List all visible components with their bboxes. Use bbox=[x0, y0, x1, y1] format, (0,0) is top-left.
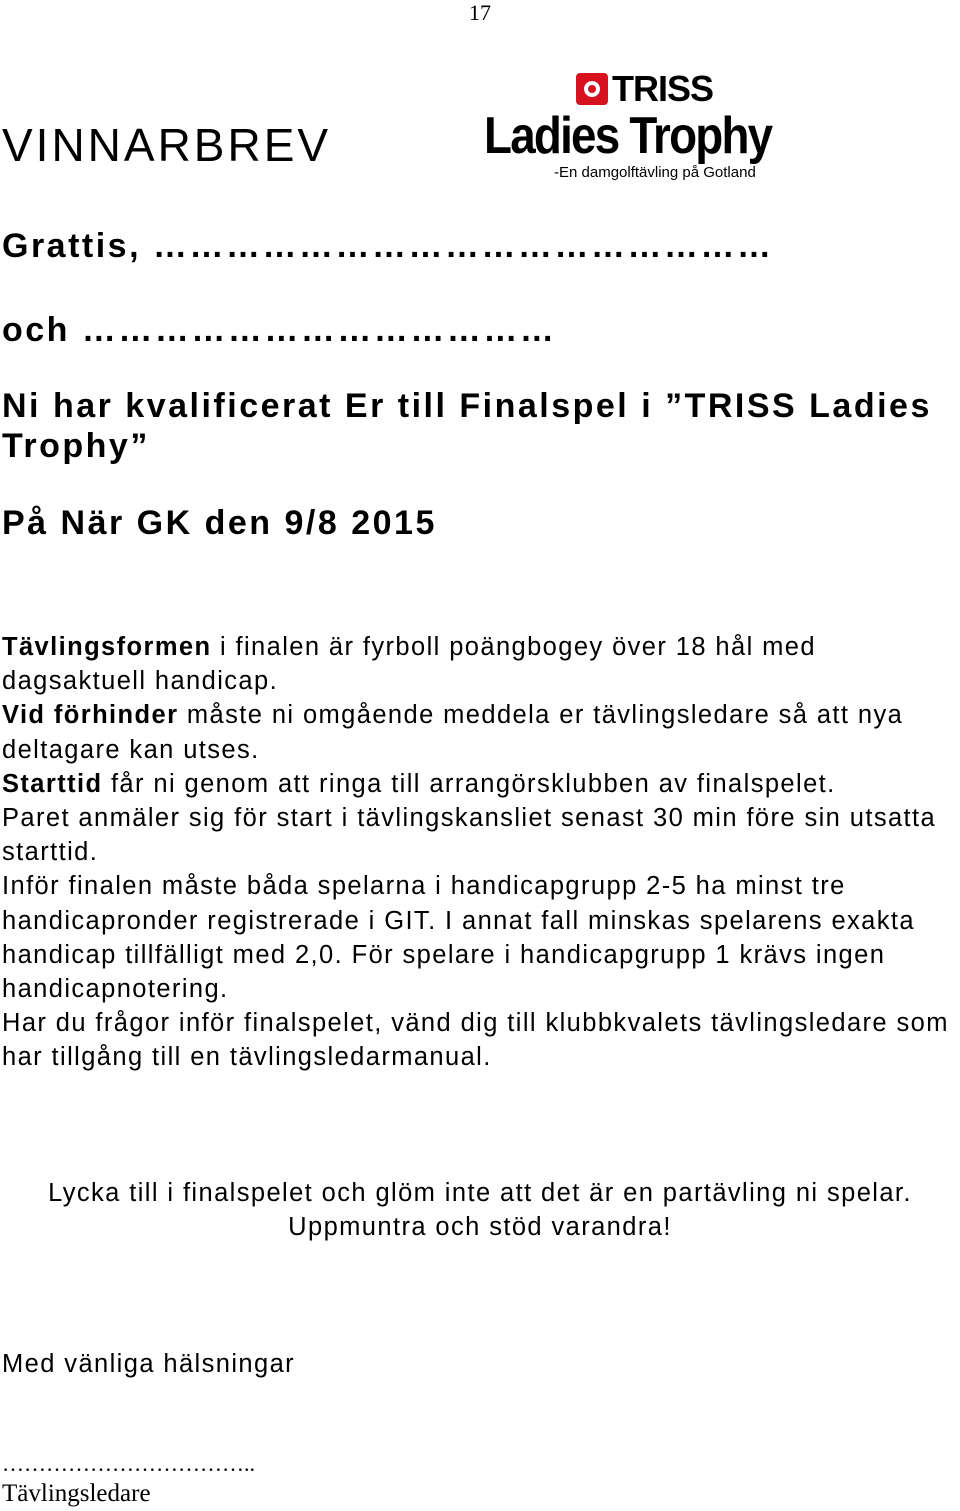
cancellation-text: måste ni omgående meddela er tävlingsledare så att nya deltagare kan utses. bbox=[2, 701, 904, 764]
triss-logo-icon bbox=[576, 73, 608, 105]
logo-brand: TRISS bbox=[612, 68, 714, 109]
logo-tagline: -En damgolftävling på Gotland bbox=[554, 164, 756, 181]
handicap-paragraph: Inför finalen måste båda spelarna i handicapgrupp 2-5 ha minst tre handicapronder registrerade i GIT. I annat fall minskas spelarens exakta handicap tillfälligt med 2,0. För spelare i handicapgrupp 1 krävs ingen handicapnotering. bbox=[2, 872, 915, 1004]
competition-format-paragraph bbox=[2, 630, 960, 698]
signature-role: Tävlingsledare bbox=[2, 1480, 151, 1507]
rules-text bbox=[2, 630, 960, 1075]
document-title: VINNARBREV bbox=[2, 119, 332, 171]
format-label: Tävlingsformen bbox=[2, 633, 212, 661]
and-line: och ………………………………… bbox=[2, 311, 557, 349]
questions-paragraph: Har du frågor inför finalspelet, vänd dig till klubbkvalets tävlingsledare som har tillgång till en tävlingsledarmanual. bbox=[2, 1009, 949, 1072]
venue-date-heading: På När GK den 9/8 2015 bbox=[2, 504, 437, 542]
greeting-line: Grattis, …………………………………………… bbox=[2, 227, 774, 265]
registration-paragraph: Paret anmäler sig för start i tävlingskansliet senast 30 min före sin utsatta starttid. bbox=[2, 804, 937, 867]
logo-name: Ladies Trophy bbox=[484, 107, 772, 165]
qualified-heading: Ni har kvalificerat Er till Finalspel i ”TRISS Ladies Trophy” bbox=[2, 387, 932, 465]
format-text: i finalen är fyrboll poängbogey över 18 hål med dagsaktuell handicap. bbox=[2, 633, 816, 696]
good-luck-line: Lycka till i finalspelet och glöm inte att det är en partävling ni spelar. bbox=[48, 1179, 912, 1207]
closing-message bbox=[0, 1176, 960, 1244]
start-time-text: får ni genom att ringa till arrangörsklubben av finalspelet. bbox=[102, 769, 836, 798]
cancellation-label: Vid förhinder bbox=[2, 701, 179, 730]
triss-ladies-trophy-logo bbox=[484, 70, 824, 185]
cancellation-paragraph bbox=[2, 698, 960, 766]
page-number: 17 bbox=[469, 0, 491, 25]
start-time-paragraph bbox=[2, 767, 960, 801]
signature-line: …………………………….. bbox=[2, 1451, 255, 1476]
logo-brand-row bbox=[576, 70, 713, 108]
regards-line: Med vänliga hälsningar bbox=[2, 1350, 296, 1378]
encouragement-line: Uppmuntra och stöd varandra! bbox=[288, 1213, 672, 1242]
start-time-label: Starttid bbox=[2, 769, 103, 798]
